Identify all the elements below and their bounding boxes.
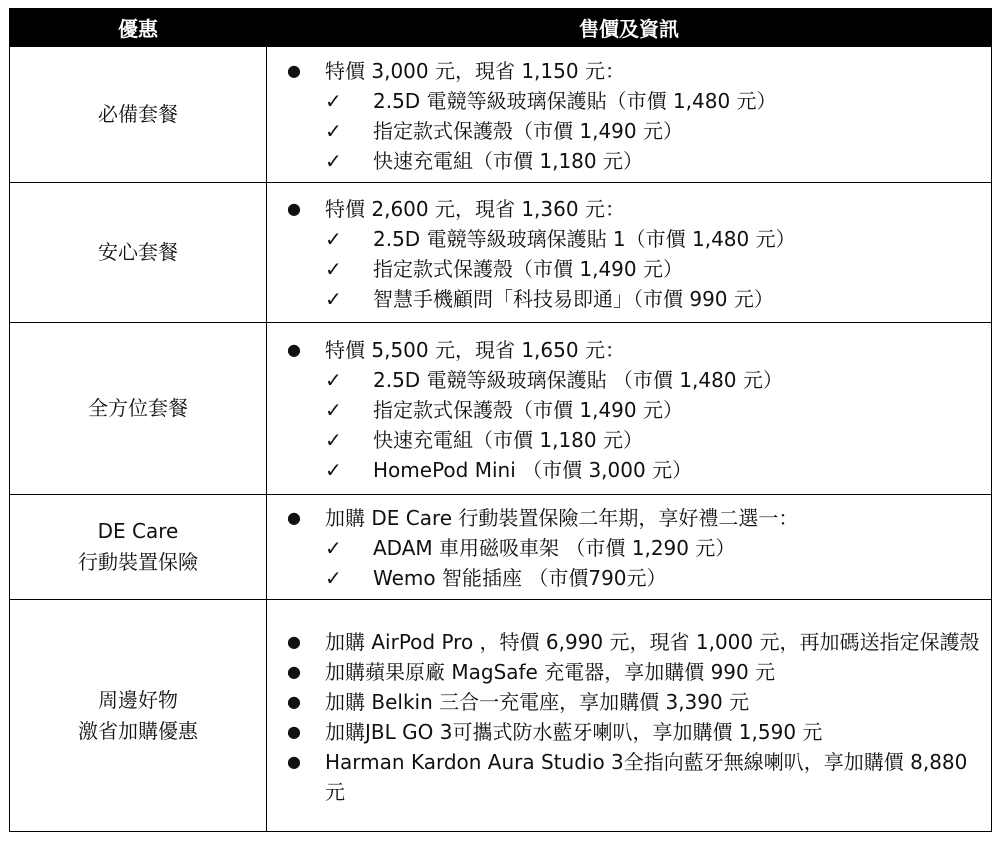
check-item [287,224,983,254]
offer-name-line: 周邊好物 [98,687,178,712]
bullet-dot-icon: ● [287,198,301,218]
check-item [287,116,983,146]
bullet-text: 特價 3,000 元，現省 1,150 元： [325,58,625,83]
bullet-text: 加購 AirPod Pro ，特價 6,990 元，現省 1,000 元，再加碼送指定保護殼 [325,629,980,654]
check-item [287,146,983,176]
checkmark-icon: ✓ [325,457,342,482]
offer-detail-cell [267,47,992,183]
bullet-item [287,687,983,717]
offer-name-cell [10,323,267,495]
bullet-text: 加購蘋果原廠 MagSafe 充電器，享加購價 990 元 [325,659,776,684]
bullet-item [287,627,983,657]
bullet-text: 加購JBL GO 3可攜式防水藍牙喇叭，享加購價 1,590 元 [325,719,823,744]
offer-name-line: DE Care [97,519,179,543]
offer-detail-cell [267,600,992,832]
header-price-info: 售價及資訊 [267,8,992,47]
bullet-dot-icon: ● [287,691,301,711]
check-text: Wemo 智能插座 （市價790元） [373,566,667,590]
header-offer: 優惠 [10,8,267,47]
checkmark-icon: ✓ [325,367,342,392]
check-text: 智慧手機顧問「科技易即通」（市價 990 元） [373,286,774,311]
check-item [287,425,983,455]
table-body [10,47,992,832]
check-text: 指定款式保護殼（市價 1,490 元） [373,256,683,281]
bullet-dot-icon: ● [287,60,301,80]
offer-name-cell [10,183,267,323]
checkmark-icon: ✓ [325,286,342,311]
bullet-text: Harman Kardon Aura Studio 3全指向藍牙無線喇叭，享加購價 8,880元 [325,749,968,804]
offer-name-line: 安心套餐 [98,240,178,264]
checkmark-icon: ✓ [325,536,342,560]
table-header [10,8,992,47]
check-text: HomePod Mini （市價 3,000 元） [373,457,693,482]
table-row [10,495,992,600]
checkmark-icon: ✓ [325,118,342,143]
bullet-item [287,335,983,365]
check-text: 2.5D 電競等級玻璃保護貼（市價 1,480 元） [373,88,777,113]
bullet-text: 加購 Belkin 三合一充電座，享加購價 3,390 元 [325,689,750,714]
table-row [10,600,992,832]
bullet-item [287,56,983,86]
check-text: 指定款式保護殼（市價 1,490 元） [373,397,683,422]
check-item [287,455,983,485]
check-text: 指定款式保護殼（市價 1,490 元） [373,118,683,143]
offer-name-line: 全方位套餐 [88,396,188,420]
bullet-item [287,747,983,807]
bullet-dot-icon: ● [287,661,301,681]
check-item [287,395,983,425]
table-row [10,47,992,183]
offer-detail-cell [267,323,992,495]
check-text: 2.5D 電競等級玻璃保護貼 （市價 1,480 元） [373,367,783,392]
offer-name-line: 行動裝置保險 [78,550,198,574]
checkmark-icon: ✓ [325,226,342,251]
check-text: ADAM 車用磁吸車架 （市價 1,290 元） [373,536,736,560]
check-item [287,86,983,116]
check-item [287,284,983,314]
bullet-item [287,194,983,224]
offer-name-cell [10,600,267,832]
bullet-text: 特價 5,500 元，現省 1,650 元： [325,337,625,362]
bullet-text: 加購 DE Care 行動裝置保險二年期，享好禮二選一： [325,506,799,530]
checkmark-icon: ✓ [325,88,342,113]
promotion-table [9,8,992,832]
checkmark-icon: ✓ [325,148,342,173]
check-item [287,254,983,284]
bullet-dot-icon: ● [287,751,301,771]
offer-name-line: 激省加購優惠 [78,718,198,743]
checkmark-icon: ✓ [325,397,342,422]
checkmark-icon: ✓ [325,256,342,281]
offer-name-cell [10,47,267,183]
check-text: 快速充電組（市價 1,180 元） [373,148,643,173]
check-item [287,533,983,563]
offer-name-line: 必備套餐 [98,102,178,126]
bullet-dot-icon: ● [287,631,301,651]
table-row [10,183,992,323]
check-item [287,563,983,593]
checkmark-icon: ✓ [325,427,342,452]
bullet-dot-icon: ● [287,508,301,527]
bullet-item [287,503,983,533]
offer-name-cell [10,495,267,600]
bullet-item [287,717,983,747]
bullet-item [287,657,983,687]
checkmark-icon: ✓ [325,566,342,590]
check-item [287,365,983,395]
check-text: 2.5D 電競等級玻璃保護貼 1（市價 1,480 元） [373,226,796,251]
bullet-text: 特價 2,600 元，現省 1,360 元： [325,196,625,221]
offer-detail-cell [267,495,992,600]
offer-detail-cell [267,183,992,323]
bullet-dot-icon: ● [287,721,301,741]
bullet-dot-icon: ● [287,339,301,359]
header-row [10,8,992,47]
table-row [10,323,992,495]
check-text: 快速充電組（市價 1,180 元） [373,427,643,452]
